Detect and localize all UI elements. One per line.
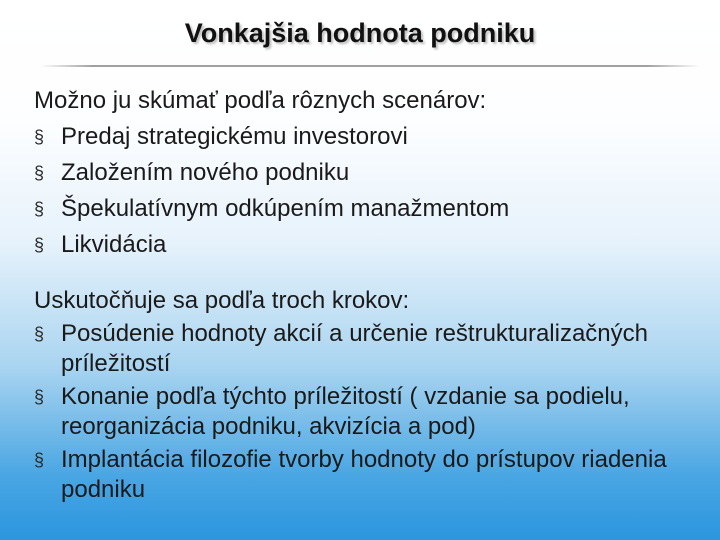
list-item-text: Predaj strategickému investorovi <box>61 123 408 150</box>
slide-title: Vonkajšia hodnota podniku <box>184 18 536 48</box>
steps-section <box>34 286 694 508</box>
steps-list <box>34 319 694 505</box>
list-item-text: Špekulatívnym odkúpením manažmentom <box>61 195 510 222</box>
list-item <box>34 445 694 505</box>
section-bullet-icon: § <box>34 450 45 470</box>
list-item-text: Implantácia filozofie tvorby hodnoty do prístupov riadenia podniku <box>61 446 667 503</box>
scenarios-intro: Možno ju skúmať podľa rôznych scenárov: <box>34 87 487 114</box>
list-item <box>34 319 694 379</box>
scenarios-section <box>34 83 694 263</box>
section-bullet-icon: § <box>34 324 45 344</box>
list-item-text: Likvidácia <box>61 231 167 258</box>
section-bullet-icon: § <box>34 387 45 407</box>
list-item-text: Založením nového podniku <box>61 159 350 186</box>
title-divider <box>40 65 700 67</box>
section-bullet-icon: § <box>34 163 45 183</box>
section-bullet-icon: § <box>34 127 45 147</box>
list-item <box>34 119 694 155</box>
list-item <box>34 155 694 191</box>
list-item-text: Posúdenie hodnoty akcií a určenie reštrukturalizačných príležitostí <box>61 320 648 377</box>
list-item <box>34 227 694 263</box>
scenarios-list <box>34 119 694 263</box>
list-item-text: Konanie podľa týchto príležitostí ( vzdanie sa podielu, reorganizácia podniku, akvizícia a pod) <box>61 383 630 440</box>
section-bullet-icon: § <box>34 199 45 219</box>
section-bullet-icon: § <box>34 235 45 255</box>
list-item <box>34 191 694 227</box>
steps-intro: Uskutočňuje sa podľa troch krokov: <box>34 287 410 314</box>
list-item <box>34 382 694 442</box>
